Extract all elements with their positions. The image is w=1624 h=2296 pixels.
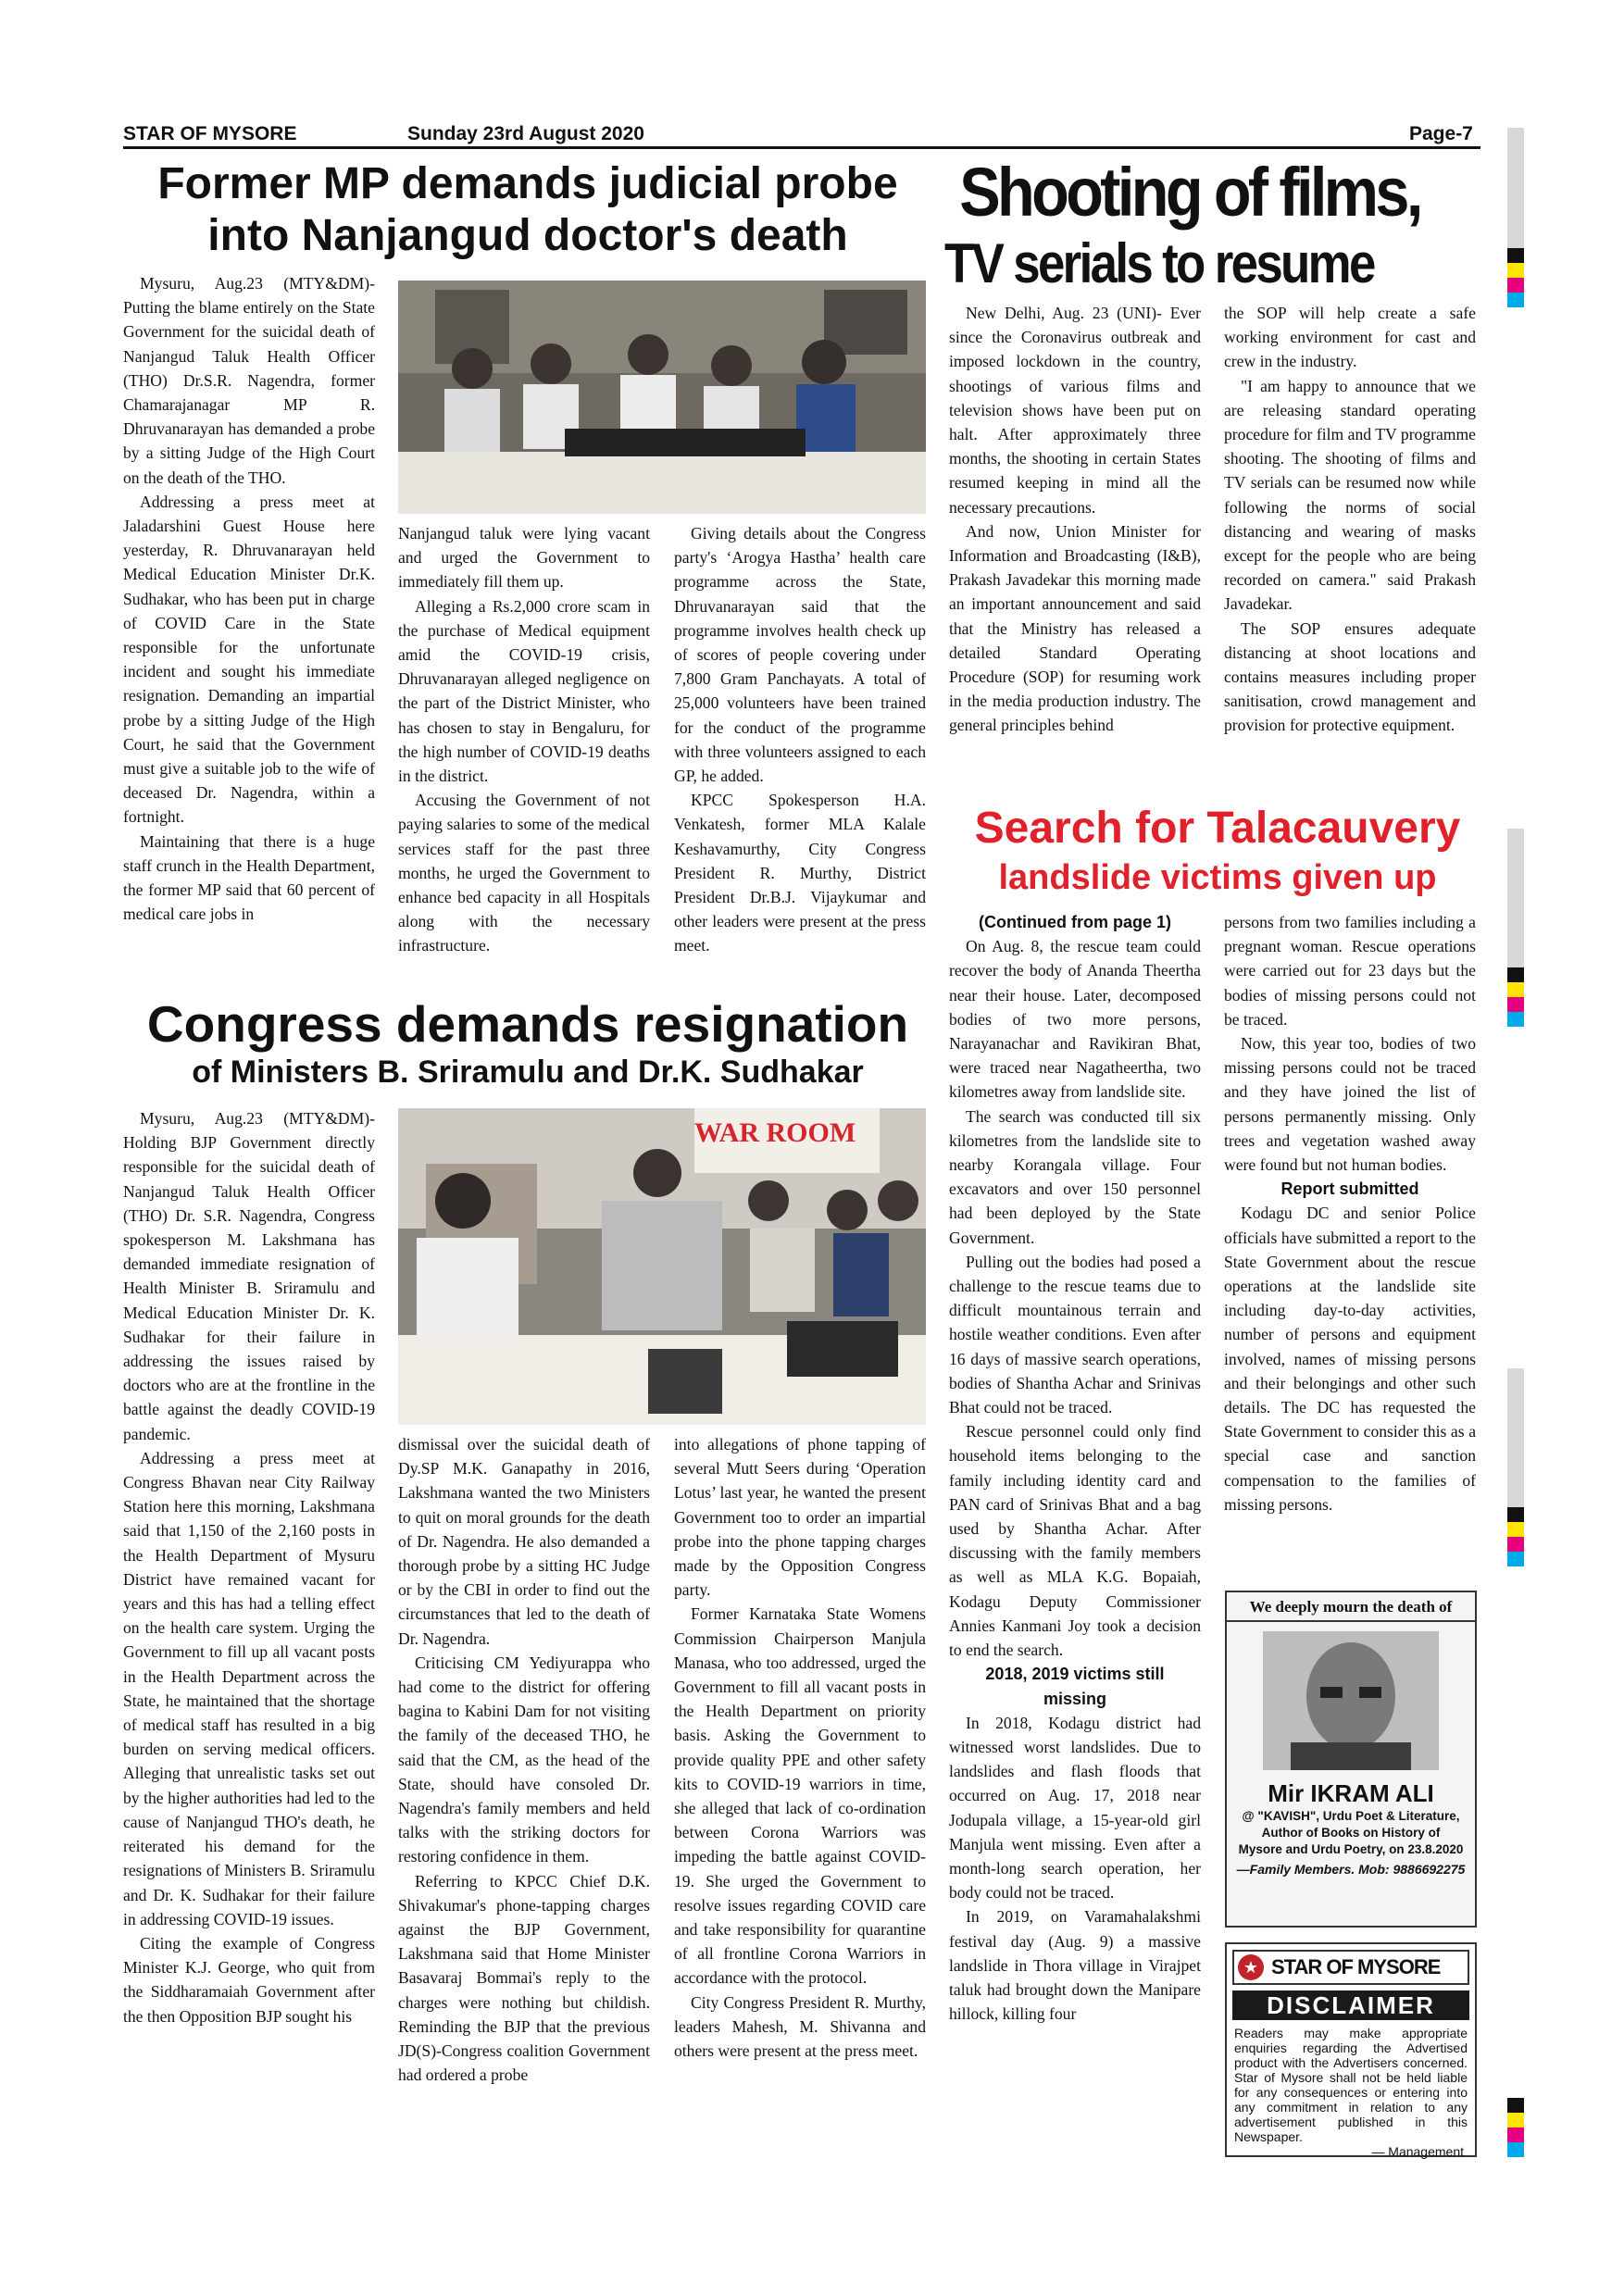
article4-column-1 xyxy=(949,910,1201,2026)
magenta-swatch xyxy=(1507,278,1524,293)
obituary-title: We deeply mourn the death of xyxy=(1227,1598,1475,1622)
paragraph: into allegations of phone tapping of several Mutt Seers during ‘Operation Lotus’ last year, he wanted the present Government too to order an impartial probe into the phone tapping charges made by the Opposition Congress party. xyxy=(674,1435,926,1600)
header-rule xyxy=(123,146,1480,149)
gray-swatch xyxy=(1507,128,1524,248)
article3-headline-line1: Shooting of films, xyxy=(959,154,1420,231)
continued-note: (Continued from page 1) xyxy=(979,913,1171,931)
cyan-swatch xyxy=(1507,293,1524,307)
yellow-swatch xyxy=(1507,982,1524,997)
article1-column-2 xyxy=(398,521,650,958)
obituary-ad xyxy=(1225,1591,1477,1928)
magenta-swatch xyxy=(1507,1537,1524,1552)
magenta-swatch xyxy=(1507,997,1524,1012)
paragraph: KPCC Spokesperson H.A. Venkatesh, former MLA Kalale Keshavamurthy, City Congress President R. Murthy, District President Dr.B.J. Vijaykumar and other leaders were present at the press meet. xyxy=(674,791,926,955)
star-logo-icon: ★ xyxy=(1238,1954,1264,1980)
subhead-still-missing: 2018, 2019 victims still missing xyxy=(985,1665,1165,1708)
paragraph: dismissal over the suicidal death of Dy.SP M.K. Ganapathy in 2016, Lakshmana wanted the two Ministers to quit on moral grounds for the death of Dr. Nagendra. He also demanded a thorough probe by a sitting HC Judge or by the CBI in order to find out the circumstances that led to the death of Dr. Nagendra. xyxy=(398,1435,650,1648)
paragraph: Maintaining that there is a huge staff crunch in the Health Department, the former MP said that 60 percent of medical care jobs in xyxy=(123,831,375,924)
article2-war-room-photo xyxy=(398,1108,926,1425)
article1-press-meet-photo xyxy=(398,281,926,514)
war-room-image xyxy=(398,1108,926,1425)
paragraph: Referring to KPCC Chief D.K. Shivakumar's phone-tapping charges against the BJP Government, Lakshmana said that Home Minister Basavaraj Bommai's reply to the charges were nothing but childish. Reminding the BJP that the previous JD(S)-Congress coalition Government had ordered a probe xyxy=(398,1871,650,2085)
war-room-banner: WAR ROOM xyxy=(694,1117,856,1148)
article3-column-1 xyxy=(949,301,1201,738)
cyan-swatch xyxy=(1507,2142,1524,2157)
paragraph: In 2018, Kodagu district had witnessed worst landslides. Due to landslides and flash floods that occurred on Aug. 17, 2018 near Jodupala village, a 15-year-old girl Manjula went missing. Even after a month-long search operation, her body could not be traced. xyxy=(949,1713,1201,1903)
article3-column-2 xyxy=(1224,301,1476,738)
obituary-contact: —Family Members. Mob: 9886692275 xyxy=(1236,1862,1466,1877)
article1-column-3 xyxy=(674,521,926,958)
disclaimer-box xyxy=(1225,1942,1477,2157)
article4-column-2 xyxy=(1224,910,1476,1516)
article2-headline-line1: Congress demands resignation xyxy=(146,995,909,1053)
paragraph: Addressing a press meet at Congress Bhavan near City Railway Station here this morning, Lakshmana said that 1,150 of the 2,160 posts in the Health Department of Mysuru District have remained vacant for years and this has had a telling effect on the health care system. Urging the Government to fill up all vacant posts in the Health Department across the State, he maintained that the shortage of medical staff has resulted in a big burden on serving medical officers. Alleging that unrealistic tasks set out by the higher authorities had led to the cause of Nanjangud THO's death, he reiterated his demand for the resignations of Ministers B. Sriramulu and Dr. K. Sudhakar for their failure in addressing COVID-19 issues. xyxy=(123,1448,375,1928)
paragraph: Mysuru, Aug.23 (MTY&DM)- Putting the blame entirely on the State Government for the suicidal death of Nanjangud Taluk Health Officer (THO) Dr.S.R. Nagendra, former Chamarajanagar MP R. Dhruvanarayan has demanded a probe by a sitting Judge of the High Court on the death of the THO. xyxy=(123,274,375,487)
paragraph: New Delhi, Aug. 23 (UNI)- Ever since the Coronavirus outbreak and imposed lockdown in the country, shootings of various films and television shows have been put on halt. After approximately three months, the shooting in certain States resumed keeping in mind all the necessary precautions. xyxy=(949,304,1201,517)
registration-strip-lower xyxy=(1507,1368,1524,1566)
obituary-line1: @ "KAVISH", Urdu Poet & Literature, xyxy=(1242,1809,1460,1823)
article2-headline-line2: of Ministers B. Sriramulu and Dr.K. Sudhakar xyxy=(192,1054,864,1090)
paragraph: "I am happy to announce that we are releasing standard operating procedure for film and TV programme shooting. The shooting of films and TV serials can be resumed now while following the norms of social distancing and wearing of masks except for the people who are being recorded on camera." said Prakash Javadekar. xyxy=(1224,376,1476,614)
yellow-swatch xyxy=(1507,263,1524,278)
portrait-icon xyxy=(1263,1631,1439,1770)
gray-swatch xyxy=(1507,829,1524,967)
paragraph: Kodagu DC and senior Police officials have submitted a report to the State Government about the rescue operations at the landslide site including day-to-day activities, number of persons and equipment involved, names of missing persons and their belongings and other such details. The DC has requested the State Government to consider this as a special case and sanction compensation to the families of missing persons. xyxy=(1224,1204,1476,1514)
paragraph: Criticising CM Yediyurappa who had come to the district for offering bagina to Kabini Dam for not visiting the family of the deceased THO, he said that the CM, as the head of the State, should have consoled Dr. Nagendra's family members and held talks with the striking doctors for restoring confidence in them. xyxy=(398,1653,650,1866)
paragraph: Pulling out the bodies had posed a challenge to the rescue teams due to difficult mountainous terrain and hostile weather conditions. Even after 16 days of massive search operations, bodies of Shantha Achar and Srinivas Bhat could not be traced. xyxy=(949,1252,1201,1417)
paragraph: the SOP will help create a safe working environment for cast and crew in the industry. xyxy=(1224,304,1476,371)
registration-strip-top xyxy=(1507,128,1524,307)
paragraph: City Congress President R. Murthy, leaders Mahesh, M. Shivanna and others were present at the press meet. xyxy=(674,1992,926,2061)
article2-column-3 xyxy=(674,1432,926,2063)
paragraph: Rescue personnel could only find household items belonging to the family including identity card and PAN card of Srinivas Bhat and a bag used by Shantha Achar. After discussing with the family members as well as MLA K.G. Bopaiah, Kodagu Deputy Commissioner Annies Kanmani Joy took a decision to end the search. xyxy=(949,1422,1201,1660)
paragraph: Accusing the Government of not paying salaries to some of the medical services staff for the past three months, he urged the Government to enhance bed capacity in all Hospitals along with the necessary infrastructure. xyxy=(398,791,650,955)
cyan-swatch xyxy=(1507,1012,1524,1027)
paragraph: Alleging a Rs.2,000 crore scam in the purchase of Medical equipment amid the COVID-19 crisis, Dhruvanarayan alleged negligence on the part of the District Minister, who has chosen to stay in Bengaluru, for the high number of COVID-19 deaths in the district. xyxy=(398,596,650,786)
page-date: Sunday 23rd August 2020 xyxy=(407,123,644,144)
paragraph: On Aug. 8, the rescue team could recover the body of Ananda Theertha near their house. Later, decomposed bodies of two more persons, Narayanachar and Ravikiran Bhat, were traced near Nagatheertha, two kilometres away from landslide site. xyxy=(949,937,1201,1102)
magenta-swatch xyxy=(1507,2128,1524,2142)
black-swatch xyxy=(1507,2098,1524,2113)
article3-headline-line2: TV serials to resume xyxy=(944,232,1374,294)
yellow-swatch xyxy=(1507,2113,1524,2128)
paragraph: Mysuru, Aug.23 (MTY&DM)- Holding BJP Government directly responsible for the suicidal death of Nanjangud Taluk Health Officer (THO) Dr. S.R. Nagendra, Congress spokesperson M. Lakshmana has demanded immediate resignation of Health Minister B. Sriramulu and Medical Education Minister Dr. K. Sudhakar for their failure in addressing the issues raised by doctors who are at the frontline in the battle against the deadly COVID-19 pandemic. xyxy=(123,1109,375,1443)
obituary-line3: Mysore and Urdu Poetry, on 23.8.2020 xyxy=(1238,1842,1464,1856)
black-swatch xyxy=(1507,967,1524,982)
paragraph: Giving details about the Congress party's ‘Arogya Hastha’ health care programme across the State, Dhruvanarayan said that the programme involves health check up of scores of people covering under 7,800 Gram Panchayats. A total of 25,000 volunteers have been trained for the conduct of the programme with three volunteers assigned to each GP, he added. xyxy=(674,524,926,786)
subhead-report-submitted: Report submitted xyxy=(1280,1179,1419,1199)
obituary-line2: Author of Books on History of xyxy=(1261,1826,1441,1840)
yellow-swatch xyxy=(1507,1522,1524,1537)
disclaimer-body: Readers may make appropriate enquiries regarding the Advertised product with the Advertisers concerned. Star of Mysore shall not be held liable for any consequences or entering into any commitment in relation to any advertisement published in this Newspaper. xyxy=(1234,2026,1468,2144)
paragraph: And now, Union Minister for Information and Broadcasting (I&B), Prakash Javadekar this morning made an important announcement and said that the Ministry has released a detailed Standard Operating Procedure (SOP) for resuming work in the media production industry. The general principles behind xyxy=(949,521,1201,735)
paragraph: Nanjangud taluk were lying vacant and urged the Government to immediately fill them up. xyxy=(398,524,650,592)
article2-column-2 xyxy=(398,1432,650,2087)
black-swatch xyxy=(1507,248,1524,263)
cyan-swatch xyxy=(1507,1552,1524,1566)
article1-headline-line2: into Nanjangud doctor's death xyxy=(207,211,848,260)
registration-strip-mid xyxy=(1507,829,1524,1027)
disclaimer-sign: — Management xyxy=(1371,2144,1464,2159)
paragraph: Citing the example of Congress Minister K.J. George, who quit from the Siddharamaiah Government after the then Opposition BJP sought his xyxy=(123,1933,375,2026)
paragraph: Former Karnataka State Womens Commission Chairperson Manjula Manasa, who too addressed, urged the Government to fill all vacant posts in the Health Department on priority basis. Asking the Government to provide quality PPE and other safety kits to COVID-19 warriors in time, she alleged that lack of co-ordination between Corona Warriors was impeding the battle against COVID-19. She urged the Government to resolve issues regarding COVID care and take responsibility for quarantine of all frontline Corona Warriors in accordance with the protocol. xyxy=(674,1604,926,1988)
paragraph: In 2019, on Varamahalakshmi festival day (Aug. 9) a massive landslide in Thora village in Virajpet taluk had brought down the Manipare hillock, killing four xyxy=(949,1907,1201,2024)
article1-column-1 xyxy=(123,271,375,926)
press-meet-image xyxy=(398,281,926,514)
disclaimer-title: DISCLAIMER xyxy=(1232,1990,1469,2020)
paragraph: The SOP ensures adequate distancing at shoot locations and contains measures including proper sanitisation, crowd management and provision for protective equipment. xyxy=(1224,618,1476,735)
disclaimer-brand: STAR OF MYSORE xyxy=(1271,1955,1441,1978)
paragraph: Now, this year too, bodies of two missing persons could not be traced and they have joined the list of persons permanently missing. Only trees and vegetation washed away were found but not human bodies. xyxy=(1224,1034,1476,1175)
article1-headline-line1: Former MP demands judicial probe xyxy=(157,159,898,208)
paragraph: persons from two families including a pregnant woman. Rescue operations were carried out for 23 days but the bodies of missing persons could not be traced. xyxy=(1224,913,1476,1029)
black-swatch xyxy=(1507,1507,1524,1522)
article4-headline-line2: landslide victims given up xyxy=(998,858,1437,897)
disclaimer-brand-bar xyxy=(1232,1950,1469,1985)
paragraph: The search was conducted till six kilometres from the landslide site to nearby Korangala village. Four excavators and over 150 personnel had been deployed by the State Government. xyxy=(949,1106,1201,1247)
portrait-photo xyxy=(1263,1631,1439,1770)
paragraph: Addressing a press meet at Jaladarshini Guest House here yesterday, R. Dhruvanarayan held Medical Education Minister Dr.K. Sudhakar, who has been put in charge of COVID Care in the State responsible for the unfortunate incident and sought his immediate resignation. Demanding an impartial probe by a sitting Judge of the High Court, he said that the Government must give a suitable job to the wife of deceased Dr. Nagendra, within a fortnight. xyxy=(123,492,375,827)
article4-headline-line1: Search for Talacauvery xyxy=(974,804,1461,853)
page-number: Page-7 xyxy=(1409,123,1473,144)
article2-column-1 xyxy=(123,1106,375,2028)
obituary-name: Mir IKRAM ALI xyxy=(1268,1779,1434,1807)
gray-swatch xyxy=(1507,1368,1524,1507)
registration-strip-bottom xyxy=(1507,2098,1524,2157)
masthead-name: STAR OF MYSORE xyxy=(123,123,297,144)
